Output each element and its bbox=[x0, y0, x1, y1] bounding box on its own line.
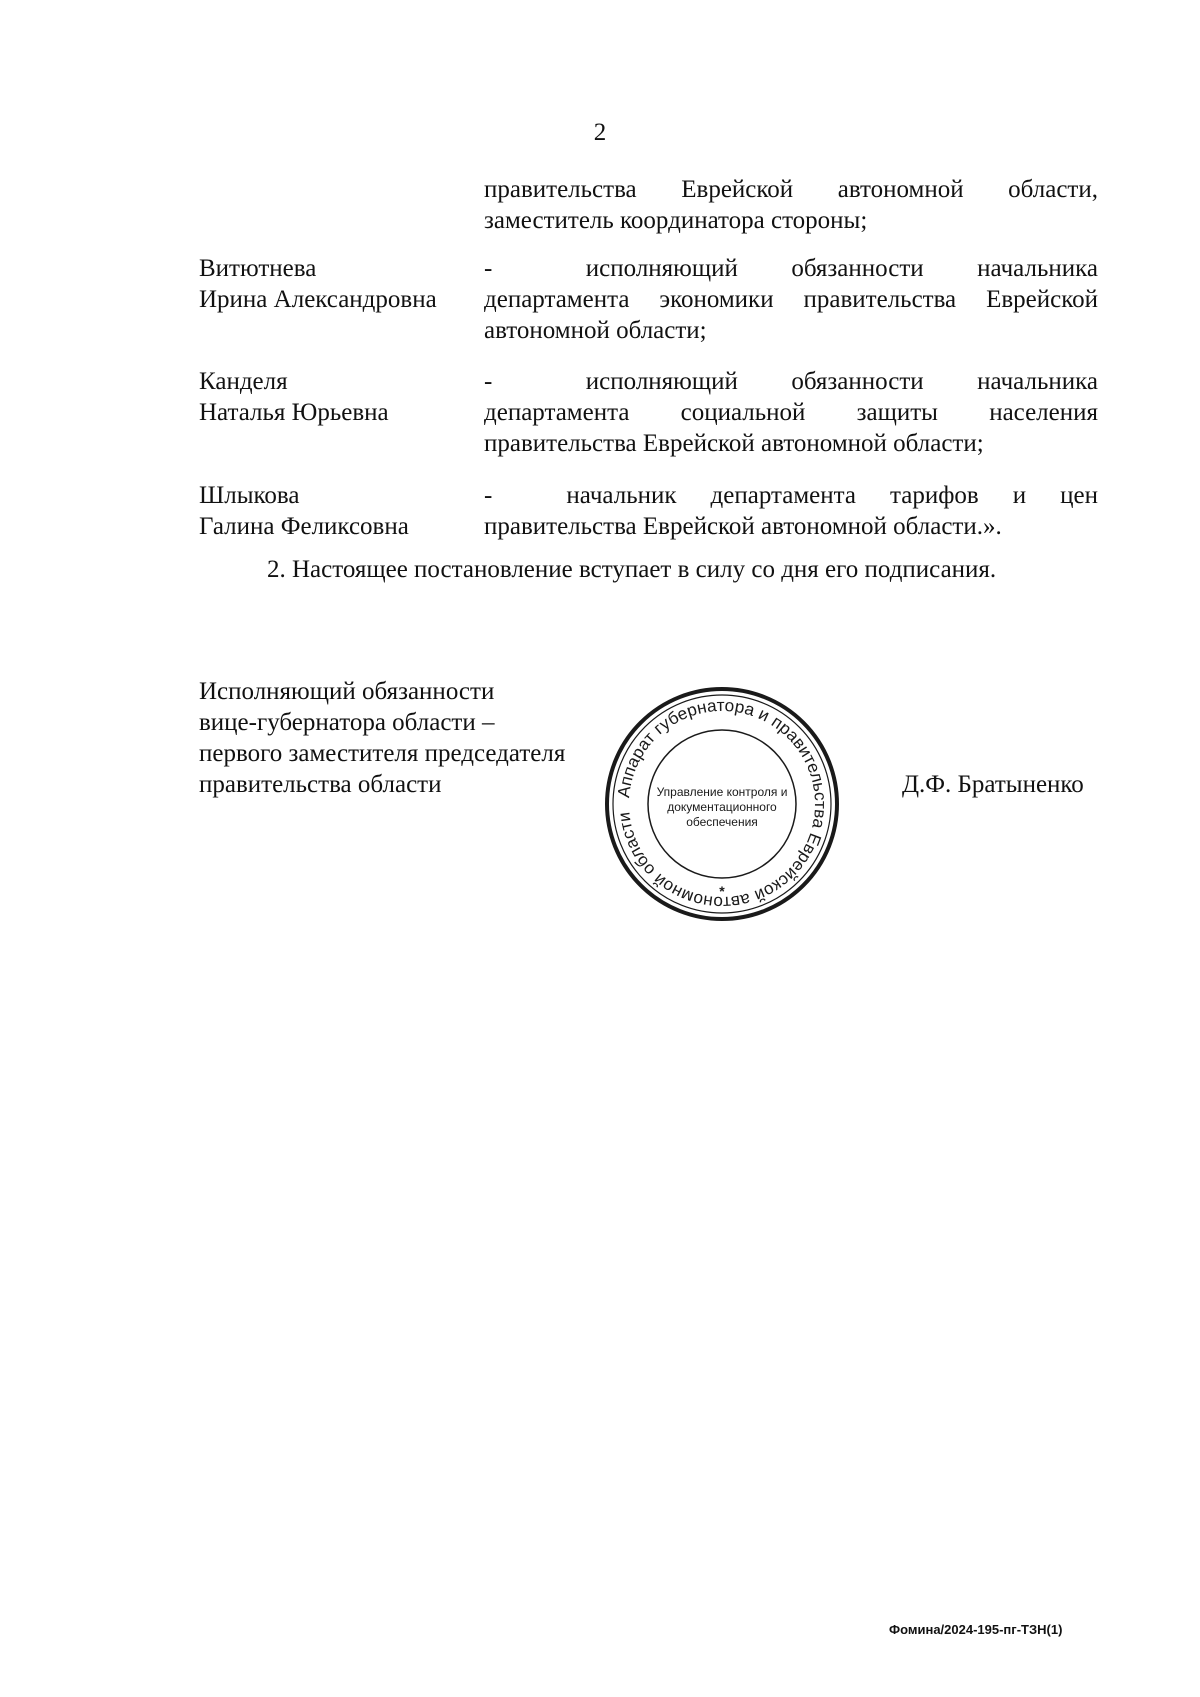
member-role-line-2: департамента экономики правительства Еврейской bbox=[484, 286, 1098, 313]
role-text: исполняющий обязанности начальника bbox=[585, 368, 1098, 395]
signatory-title-line: вице-губернатора области – bbox=[199, 709, 495, 736]
role-text: начальник департамента тарифов и цен bbox=[566, 482, 1099, 509]
member-given-name: Ирина Александровна bbox=[199, 286, 437, 313]
member-role-line-2: департамента социальной защиты населения bbox=[484, 399, 1098, 426]
member-role-line-3: автономной области; bbox=[484, 317, 707, 344]
continuation-line-2: заместитель координатора стороны; bbox=[484, 207, 868, 234]
seal-star: * bbox=[719, 883, 725, 899]
member-role-line-1 bbox=[484, 480, 1098, 511]
signatory-name: Д.Ф. Братыненко bbox=[902, 771, 1084, 798]
continuation-text bbox=[484, 174, 1098, 236]
member-name bbox=[199, 253, 479, 315]
member-given-name: Галина Феликсовна bbox=[199, 513, 409, 540]
member-name bbox=[199, 366, 479, 428]
member-role-line-3: правительства Еврейской автономной области; bbox=[484, 430, 984, 457]
continuation-line-1: правительства Еврейской автономной области, bbox=[484, 176, 1098, 203]
member-given-name: Наталья Юрьевна bbox=[199, 399, 389, 426]
role-text: исполняющий обязанности начальника bbox=[585, 255, 1098, 282]
member-dash: - bbox=[484, 368, 493, 395]
signatory-title-line: Исполняющий обязанности bbox=[199, 678, 495, 705]
signatory-title bbox=[199, 676, 619, 800]
member-name bbox=[199, 480, 479, 542]
member-role bbox=[484, 253, 1098, 346]
clause-2: 2. Настоящее постановление вступает в силу со дня его подписания. bbox=[267, 556, 997, 583]
member-role-line-1 bbox=[484, 366, 1098, 397]
member-role-line-1 bbox=[484, 253, 1098, 284]
member-surname: Шлыкова bbox=[199, 482, 300, 509]
official-seal-stamp bbox=[602, 684, 842, 924]
seal-center-line-2: документационного bbox=[667, 800, 777, 814]
member-role bbox=[484, 366, 1098, 459]
seal-center-line-1: Управление контроля и bbox=[656, 785, 788, 799]
document-reference-code: Фомина/2024-195-пг-ТЗН(1) bbox=[889, 1622, 1063, 1637]
member-role-line-2: правительства Еврейской автономной области.». bbox=[484, 513, 1002, 540]
signatory-title-line: правительства области bbox=[199, 771, 442, 798]
member-dash: - bbox=[484, 255, 493, 282]
member-dash: - bbox=[484, 482, 493, 509]
member-role bbox=[484, 480, 1098, 542]
member-surname: Витютнева bbox=[199, 255, 317, 282]
page-number: 2 bbox=[593, 119, 607, 146]
seal-ring-text: Аппарат губернатора и правительства Еврейской автономной области bbox=[614, 695, 831, 913]
signatory-title-line: первого заместителя председателя bbox=[199, 740, 566, 767]
seal-center-line-3: обеспечения bbox=[686, 815, 758, 829]
member-surname: Канделя bbox=[199, 368, 288, 395]
